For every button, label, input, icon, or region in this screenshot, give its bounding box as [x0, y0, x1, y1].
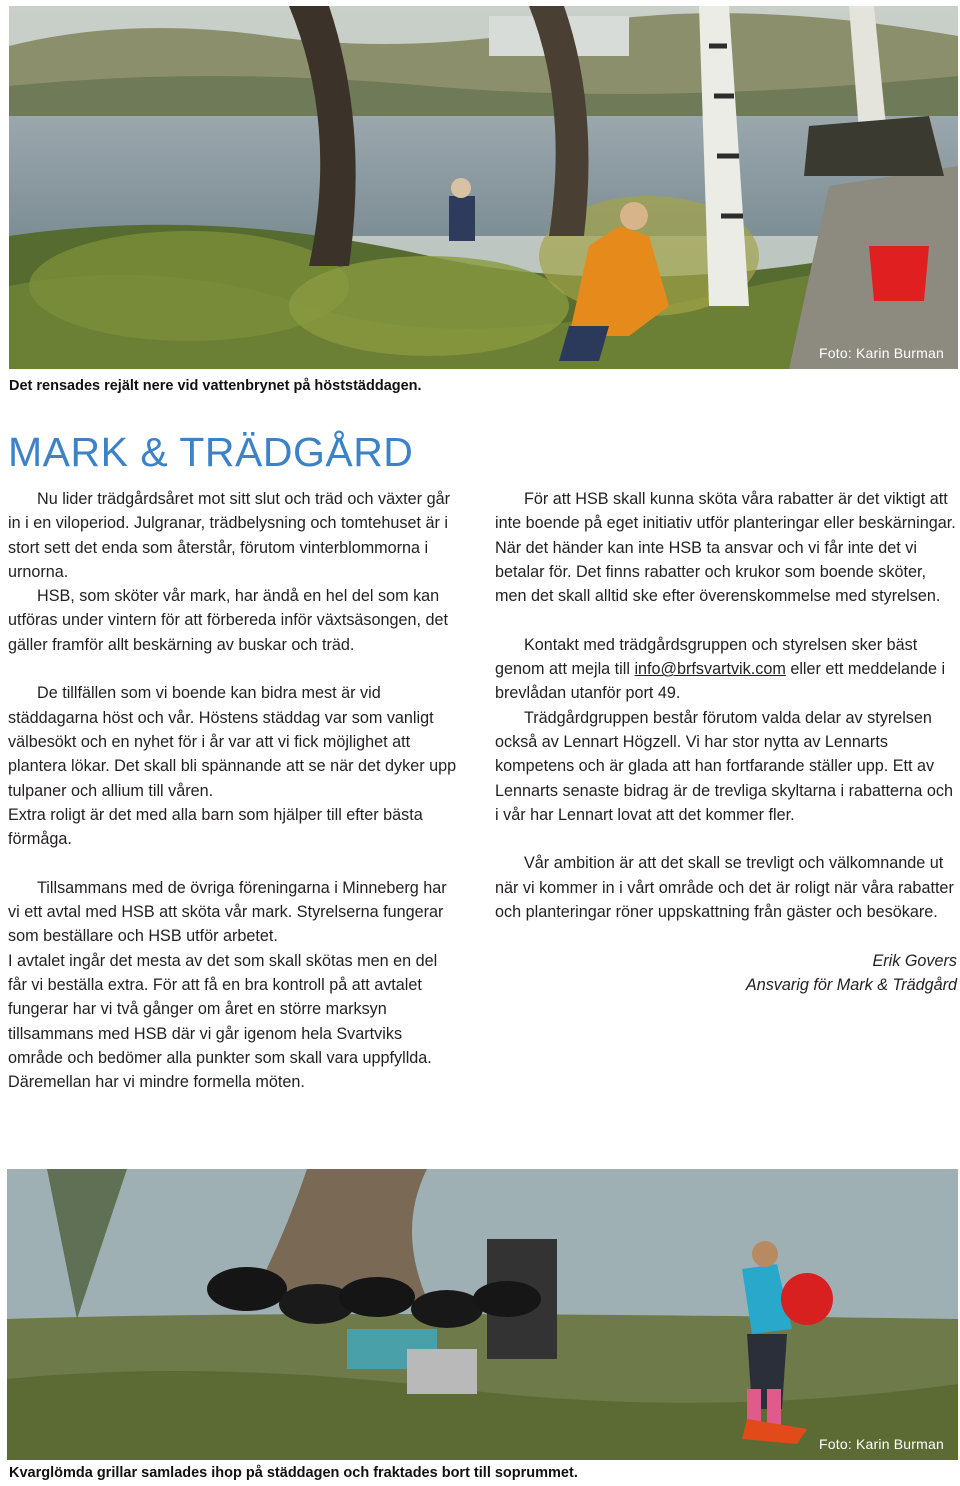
- right-paragraph: Vår ambition är att det skall se trevligt och välkomnande ut när vi kommer in i vårt område och det är roligt när våra rabatter och planteringar röner uppskattning från gäster och besökare.: [495, 854, 954, 922]
- contact-text: Kontakt med trädgårdsgruppen och styrelsen sker bäst genom att mejla till: [495, 635, 918, 679]
- right-paragraph: För att HSB skall kunna sköta våra rabatter är det viktigt att inte boende på eget initiativ utför planteringar eller beskärningar. När det händer kan inte HSB ta ansvar och vi får inte det vi betalar för. Det finns rabatter och krukor som boende sköter, men det skall alltid ske efter överenskommelse med styrelsen.: [495, 490, 956, 606]
- bottom-photo: [7, 1169, 958, 1460]
- right-column: [495, 487, 957, 997]
- left-paragraph: Nu lider trädgårdsåret mot sitt slut och träd och växter går in i en viloperiod. Julgranar, trädbelysning och tomtehuset är i stort sett det enda som återstår, förutom vinterblommorna i urnorna.: [8, 490, 450, 581]
- left-paragraph: Extra roligt är det med alla barn som hjälper till efter bästa förmåga.: [8, 805, 423, 849]
- contact-text: eller ett meddelande i brevlådan utanför port 49.: [495, 660, 946, 703]
- top-photo-caption: Det rensades rejält nere vid vattenbrynet på höststäddagen.: [9, 378, 422, 394]
- signature-role: Ansvarig för Mark & Trädgård: [745, 975, 957, 994]
- right-paragraph: Trädgårdgruppen består förutom valda delar av styrelsen också av Lennart Högzell. Vi har stor nytta av Lennarts kompetens och är glada att han fortfarande ställer upp. Ett av Lennarts senaste bidrag är de trevliga skyltarna i rabatterna och i vår har Lennart lovat att det kommer fler.: [495, 708, 954, 824]
- right-paragraph: [495, 633, 957, 706]
- top-photo-image: [9, 6, 958, 369]
- bottom-photo-image: [7, 1169, 958, 1460]
- page-title: MARK & TRÄDGÅRD: [8, 429, 414, 475]
- photo-credit: Foto: Karin Burman: [819, 1436, 944, 1452]
- photo-credit: Foto: Karin Burman: [819, 345, 944, 361]
- top-photo: [9, 6, 958, 369]
- left-paragraph: I avtalet ingår det mesta av det som skall skötas men en del får vi beställa extra. För att få en bra kontroll på att avtalet fungerar har vi två gånger om året en större marksyn tillsammans med HSB där vi går igenom hela Svartviks område och bedömer alla punkter som skall vara uppfyllda. Däremellan har vi mindre formella möten.: [8, 951, 438, 1092]
- email-link[interactable]: info@brfsvartvik.com: [634, 660, 786, 679]
- bottom-photo-caption: Kvarglömda grillar samlades ihop på städdagen och fraktades bort till soprummet.: [9, 1465, 578, 1481]
- signature-name: Erik Govers: [872, 951, 957, 970]
- left-paragraph: Tillsammans med de övriga föreningarna i Minneberg har vi ett avtal med HSB att sköta vår mark. Styrelserna fungerar som beställare och HSB utför arbetet.: [8, 878, 447, 946]
- left-paragraph: HSB, som sköter vår mark, har ändå en hel del som kan utföras under vintern för att förbereda inför växtsäsongen, det gäller framför allt beskärning av buskar och träd.: [8, 587, 449, 654]
- left-column: [8, 487, 460, 1094]
- left-paragraph: De tillfällen som vi boende kan bidra mest är vid städdagarna höst och vår. Höstens städdag var som vanligt välbesökt och en nyhet för i år var att vi fick möjlighet att plantera lökar. Det skall bli spännande att se när det dyker upp tulpaner och allium till våren.: [8, 684, 457, 800]
